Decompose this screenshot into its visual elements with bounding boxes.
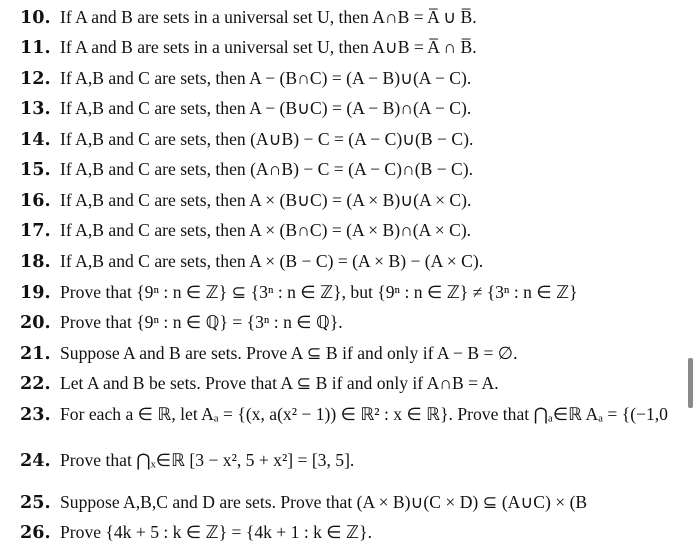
problem-text: Suppose A,B,C and D are sets. Prove that (A × B)∪(C × D) ⊆ (A∪C) × (B [60, 492, 588, 512]
problem-26 [20, 521, 700, 544]
problem-number: 17. [20, 220, 51, 241]
problem-11 [20, 36, 700, 59]
problem-13 [20, 97, 700, 120]
problem-text: If A,B and C are sets, then A − (B∩C) = (A − B)∪(A − C). [60, 68, 472, 88]
problem-number: 10. [20, 7, 51, 28]
problem-text: Prove that {9ⁿ : n ∈ ℤ} ⊆ {3ⁿ : n ∈ ℤ}, but {9ⁿ : n ∈ ℤ} ≠ {3ⁿ : n ∈ ℤ} [60, 282, 578, 302]
problem-text: If A,B and C are sets, then A × (B − C) = (A × B) − (A × C). [60, 251, 484, 271]
problem-number: 14. [20, 129, 51, 150]
problem-14 [20, 128, 700, 151]
problem-number: 19. [20, 282, 51, 303]
problem-19 [20, 281, 700, 304]
problem-text: If A,B and C are sets, then A × (B∩C) = (A × B)∩(A × C). [60, 220, 472, 240]
problem-number: 25. [20, 492, 51, 513]
problem-25 [20, 491, 700, 514]
problem-text: If A,B and C are sets, then A × (B∪C) = (A × B)∪(A × C). [60, 190, 472, 210]
problem-text: Let A and B be sets. Prove that A ⊆ B if and only if A∩B = A. [60, 373, 499, 393]
problem-17 [20, 219, 700, 242]
problem-number: 18. [20, 251, 51, 272]
scrollbar-thumb[interactable] [688, 358, 693, 408]
problem-text: Prove that {9ⁿ : n ∈ ℚ} = {3ⁿ : n ∈ ℚ}. [60, 312, 343, 332]
problem-text: If A,B and C are sets, then A − (B∪C) = (A − B)∩(A − C). [60, 98, 472, 118]
problem-text: If A and B are sets in a universal set U, then A∩B = A̅ ∪ B̅. [60, 7, 477, 27]
problem-text: If A,B and C are sets, then (A∩B) − C = (A − C)∩(B − C). [60, 159, 474, 179]
problem-number: 16. [20, 190, 51, 211]
problem-number: 21. [20, 343, 51, 364]
problem-10 [20, 6, 700, 29]
problem-text: Prove {4k + 5 : k ∈ ℤ} = {4k + 1 : k ∈ ℤ}. [60, 522, 372, 542]
problem-22 [20, 372, 700, 395]
problem-number: 23. [20, 404, 51, 425]
problem-number: 12. [20, 68, 51, 89]
problem-12 [20, 67, 700, 90]
problem-text: Suppose A and B are sets. Prove A ⊆ B if and only if A − B = ∅. [60, 343, 518, 363]
problem-text: If A,B and C are sets, then (A∪B) − C = (A − C)∪(B − C). [60, 129, 474, 149]
problem-18 [20, 250, 700, 273]
problem-16 [20, 189, 700, 212]
problem-number: 26. [20, 522, 51, 543]
problem-text: For each a ∈ ℝ, let Aₐ = {(x, a(x² − 1)) ∈ ℝ² : x ∈ ℝ}. Prove that ⋂ₐ∈ℝ Aₐ = {(−1,0 [60, 404, 668, 424]
problem-21 [20, 342, 700, 365]
problem-text: If A and B are sets in a universal set U, then A∪B = A̅ ∩ B̅. [60, 37, 477, 57]
problem-number: 22. [20, 373, 51, 394]
problem-number: 11. [20, 37, 51, 58]
problem-24 [20, 449, 700, 472]
problem-15 [20, 158, 700, 181]
problem-number: 13. [20, 98, 51, 119]
problem-number: 20. [20, 312, 51, 333]
problem-text: Prove that ⋂ₓ∈ℝ [3 − x², 5 + x²] = [3, 5]. [60, 450, 355, 470]
problem-number: 24. [20, 450, 51, 471]
problem-number: 15. [20, 159, 51, 180]
problem-23 [20, 403, 700, 426]
problem-20 [20, 311, 700, 334]
